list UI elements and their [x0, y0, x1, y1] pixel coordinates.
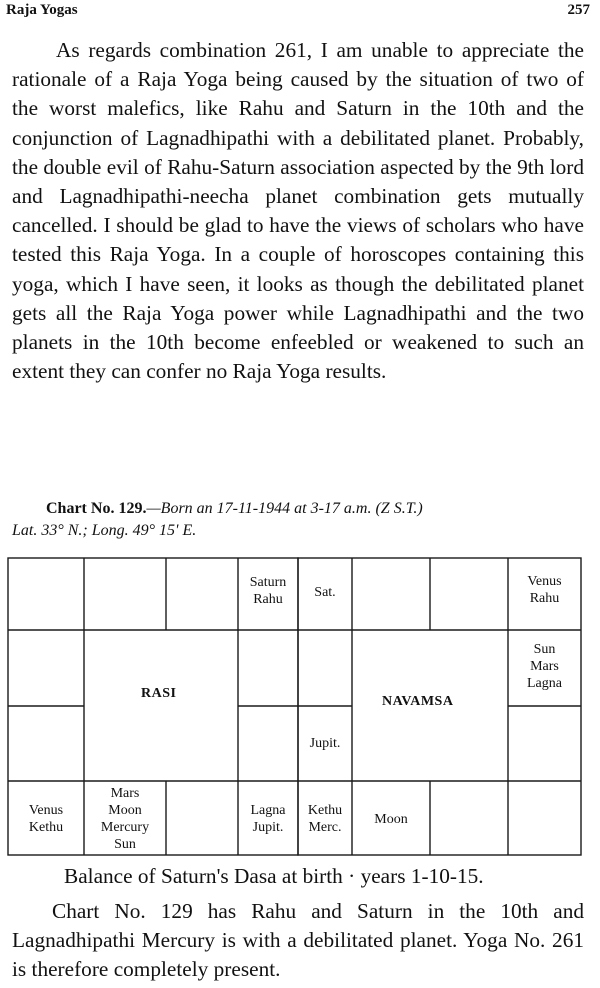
rasi-house-top-3: Saturn Rahu [249, 575, 287, 607]
caption-born: —Born an 17-11-1944 at 3-17 a.m. (Z S.T.) [146, 500, 423, 517]
chart-caption [12, 498, 590, 542]
navamsa-house-top-4: Venus Rahu [527, 574, 562, 606]
dasa-balance-line: Balance of Saturn's Dasa at birth · years 1-10-15. [64, 864, 484, 888]
rasi-border [8, 558, 298, 855]
navamsa-center-label: NAVAMSA [382, 694, 454, 709]
rasi-house-bottom-2: Mars Moon Mercury Sun [100, 786, 150, 852]
page-number: 257 [567, 2, 590, 18]
caption-label: Chart No. 129. [46, 500, 147, 517]
running-head [6, 0, 590, 22]
navamsa-border [298, 558, 581, 855]
navamsa-house-bottom-1: Kethu Merc. [307, 803, 343, 835]
caption-line-1 [12, 498, 590, 520]
navamsa-house-bottom-2: Moon [374, 812, 408, 827]
rasi-house-bottom-3: Lagna Jupit. [250, 803, 286, 835]
paragraph-1: As regards combination 261, I am unable to appreciate the rationale of a Raja Yoga being caused by the situation of two of the worst malefics, like Rahu and Saturn in the 10th and the conjunction of Lagnadhipathi with a debilitated planet. Probably, the double evil of Rahu-Saturn association aspected by the 9th lord and Lagnadhipathi-neecha planet combination gets mutually cancelled. I should be glad to have the views of scholars who have tested this Raja Yoga. In a couple of horoscopes containing this yoga, which I have seen, it looks as though the debilitated planet gets all the Raja Yoga power while Lagnadhipathi and the two planets in the 10th become enfeebled or weakened to such an extent they can confer no Raja Yoga results. [12, 38, 584, 384]
navamsa-house-right-2: Sun Mars Lagna [527, 642, 562, 691]
running-head-title: Raja Yogas [6, 2, 78, 18]
rasi-house-bottom-1: Venus Kethu [28, 803, 64, 835]
caption-coords: Lat. 33° N.; Long. 49° 15' E. [12, 522, 197, 539]
navamsa-house-top-1: Sat. [314, 585, 336, 600]
rasi-center-label: RASI [141, 686, 177, 701]
navamsa-house-left-3: Jupit. [309, 736, 341, 751]
paragraph-2: Chart No. 129 has Rahu and Saturn in the 10th and Lagnadhipathi Mercury is with a debilitated planet. Yoga No. 261 is therefore completely present. [12, 899, 584, 981]
